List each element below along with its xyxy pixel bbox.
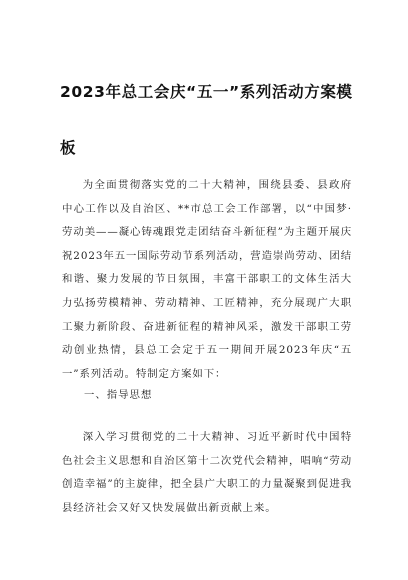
section-heading: 一、指导思想 <box>84 389 153 401</box>
intro-paragraph: 为全面贯彻落实党的二十大精神，围绕县委、县政府中心工作以及自治区、**市总工会工作部署，以“中国梦·劳动美——凝心铸魂跟党走团结奋斗新征程”为主题开展庆祝2023年五一国际劳动节系列活动，营造崇尚劳动、团结和谐、聚力发展的节日氛围，丰富干部职工的文体生活大力弘扬劳模精神、劳动精神、工匠精神，充分展现广大职工聚力新阶段、奋进新征程的精神风采，激发干部职工劳动创业热情，县总工会定于五一期间开展2023年庆“五一”系列活动。特制定方案如下： <box>62 179 352 380</box>
guiding-thought-paragraph: 深入学习贯彻党的二十大精神、习近平新时代中国特色社会主义思想和自治区第十二次党代会精神，唱响“劳动创造幸福”的主旋律，把全县广大职工的力量凝聚到促进我县经济社会又好又快发展做出新贡献上来。 <box>62 431 352 514</box>
document-title: 2023年总工会庆“五一”系列活动方案模板 <box>60 83 353 157</box>
